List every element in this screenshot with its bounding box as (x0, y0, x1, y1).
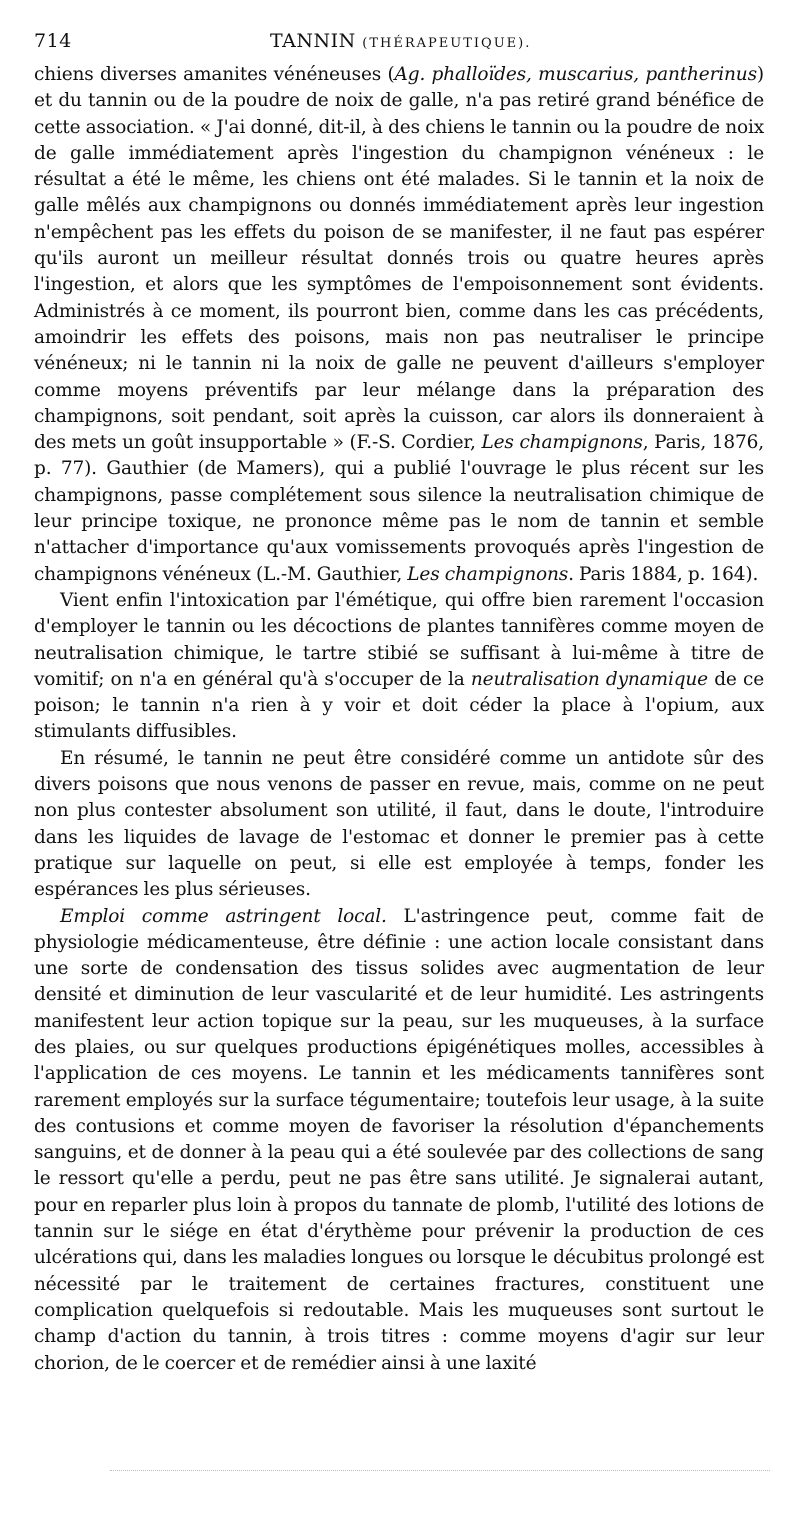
page-header (34, 30, 764, 60)
running-subtitle: (THÉRAPEUTIQUE). (362, 36, 532, 51)
book-title: Les champignons (481, 432, 643, 454)
running-title: TANNIN (270, 30, 356, 52)
book-title: Les champignons (407, 563, 569, 585)
paragraph-astringent (34, 904, 764, 1377)
text-run: chiens diverses amanites vénéneuses ( (34, 64, 395, 85)
body-text (34, 62, 764, 1377)
text-run: ) et du tannin ou de la poudre de noix de galle, n'a pas retiré grand bénéfice de cette association. « J'ai donné, dit-il, à des chiens le tannin ou la poudre de noix de galle immédiatement après l'ingestion du champignon vénéneux : le résultat a été le même, les chiens ont été malades. Si le tannin et la noix de galle mêlés aux champignons ou donnés immédiatement après leur ingestion n'empêchent pas les effets du poison de se manifester, il ne faut pas espérer qu'ils auront un meilleur résultat donnés trois ou quatre heures après l'ingestion, et alors que les symptômes de l'empoisonnement sont évidents. Administrés à ce moment, ils pourront bien, comme dans les cas précédents, amoindrir les effets des poisons, mais non pas neutraliser le principe vénéneux; ni le tannin ni la noix de galle ne peuvent d'ailleurs s'employer comme moyens préventifs par leur mélange dans la préparation des champignons, soit pendant, soit après la cuisson, car alors ils donneraient à des mets un goût insupportable » (F.-S. Cordier, (34, 64, 764, 454)
text-run: . Paris 1884, p. 164). (568, 563, 759, 585)
section-heading: Emploi comme astringent local. (60, 905, 387, 927)
footer-dotted-rule (110, 1470, 770, 1473)
paragraph-summary: En résumé, le tannin ne peut être considéré comme un antidote sûr des divers poisons que nous venons de passer en revue, mais, comme on ne peut non plus contester absolument son utilité, il faut, dans le doute, l'introduire dans les liquides de lavage de l'estomac et donner le premier pas à cette pratique sur laquelle on peut, si elle est employée à temps, fonder les espérances les plus sérieuses. (34, 747, 764, 901)
text-run: de ce poison; le tannin n'a rien à y voir et doit céder la place à l'opium, aux stimulants diffusibles. (34, 668, 764, 743)
page-number: 714 (34, 30, 72, 52)
paragraph-continued (34, 62, 764, 588)
text-run: L'astringence peut, comme fait de physiologie médicamenteuse, être définie : une action locale consistant dans une sorte de condensation des tissus solides avec augmentation de leur densité et diminution de leur vascularité et de leur humidité. Les astringents manifestent leur action topique sur la peau, sur les muqueuses, à la surface des plaies, ou sur quelques productions épigénétiques molles, accessibles à l'application de ces moyens. Le tannin et les médicaments tannifères sont rarement employés sur la surface tégumentaire; toutefois leur usage, à la suite des contusions et comme moyen de favoriser la résolution d'épanchements sanguins, et de donner à la peau qui a été soulevée par des collections de sang le ressort qu'elle a perdu, peut ne pas être sans utilité. Je signalerai autant, pour en reparler plus loin à propos du tannate de plomb, l'utilité des lotions de tannin sur le siége en état d'érythème pour prévenir la production de ces ulcérations qui, dans les maladies longues ou lorsque le décubitus prolongé est nécessité par le traitement de certaines fractures, constituent une complication quelquefois si redoutable. Mais les muqueuses sont surtout le champ d'action du tannin, à trois titres : comme moyens d'agir sur leur chorion, de le coercer et de remédier ainsi à une laxité (34, 905, 764, 1374)
running-head (270, 30, 531, 52)
emphasis: neutralisation dynamique (470, 668, 708, 690)
text-run: , Paris, 1876, p. 77). Gauthier (de Mamers), qui a publié l'ouvrage le plus récent sur les champignons, passe complétement sous silence la neutralisation chimique de leur principe toxique, ne prononce même pas le nom de tannin et semble n'attacher d'importance qu'aux vomissements provoqués après l'ingestion de champignons vénéneux (L.-M. Gauthier, (34, 432, 764, 585)
species-names: Ag. phalloïdes, muscarius, pantherinus (394, 64, 757, 85)
text-run: Vient enfin l'intoxication par l'émétique, qui offre bien rarement l'occasion d'employer le tannin ou les décoctions de plantes tannifères comme moyen de neutralisation chimique, le tartre stibié se suffisant à lui-même à titre de vomitif; on n'a en général qu'à s'occuper de la (34, 589, 764, 690)
paragraph-emetic (34, 588, 764, 746)
